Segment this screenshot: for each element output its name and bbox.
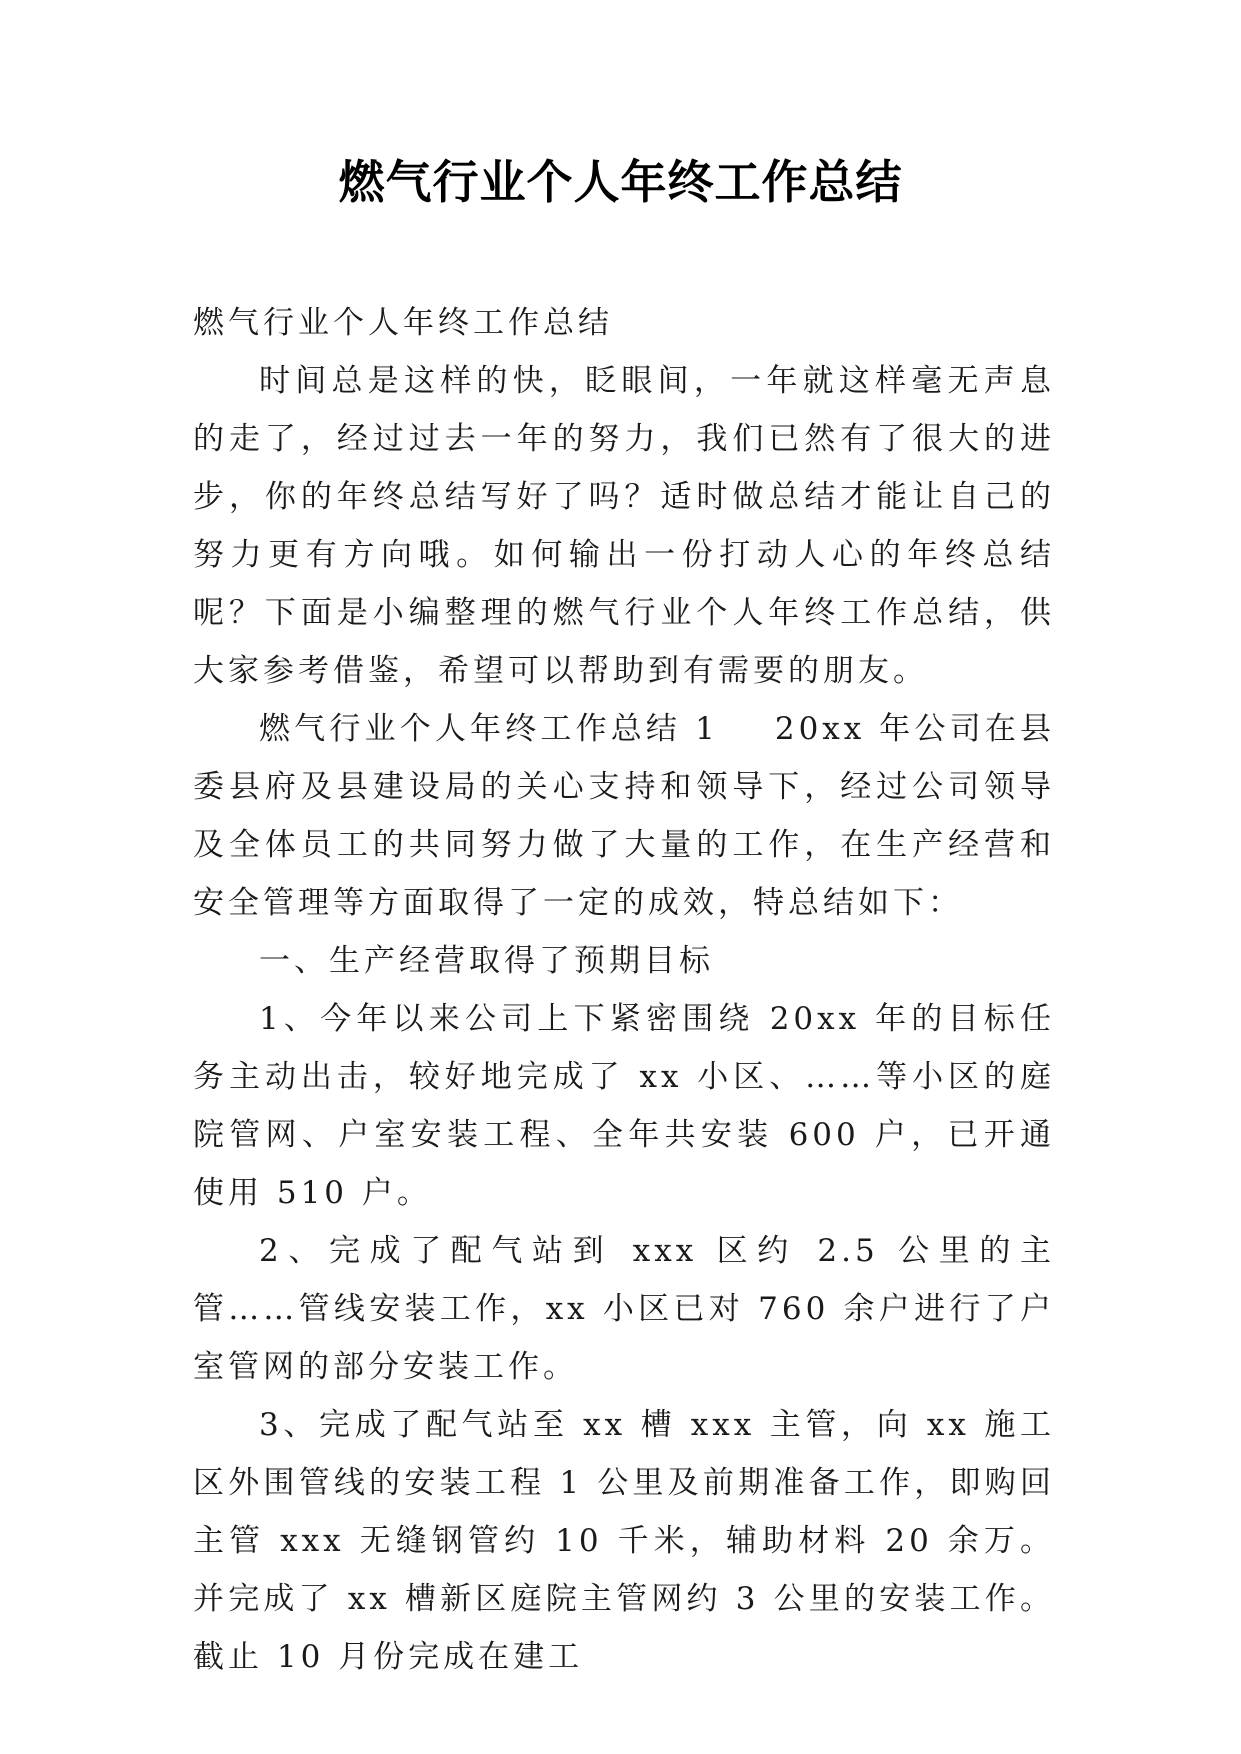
document-title: 燃气行业个人年终工作总结 (338, 155, 903, 209)
item-3-paragraph: 3、完成了配气站至 xx 槽 xxx 主管，向 xx 施工区外围管线的安装工程 1 公里及前期准备工作，即购回主管 xxx 无缝钢管约 10 千米，辅助材料 20 余万。并完成了 xx 槽新区庭院主管网约 3 公里的安装工作。截止 10 月份完成在建工 (193, 1407, 1055, 1675)
section-1-paragraph (193, 700, 1055, 932)
section-1-text: 20xx 年公司在县委县府及县建设局的关心支持和领导下，经过公司领导及全体员工的共同努力做了大量的工作，在生产经营和安全管理等方面取得了一定的成效，特总结如下： (193, 711, 1056, 921)
section-1-heading: 燃气行业个人年终工作总结 1 (259, 711, 719, 747)
part-1-heading: 一、生产经营取得了预期目标 (259, 943, 714, 979)
intro-paragraph: 时间总是这样的快，眨眼间，一年就这样毫无声息的走了，经过过去一年的努力，我们已然有了很大的进步，你的年终总结写好了吗？适时做总结才能让自己的努力更有方向哦。如何输出一份打动人心的年终总结呢？下面是小编整理的燃气行业个人年终工作总结，供大家参考借鉴，希望可以帮助到有需要的朋友。 (193, 363, 1055, 689)
item-2-paragraph: 2、完成了配气站到 xxx 区约 2.5 公里的主管……管线安装工作，xx 小区已对 760 余户进行了户室管网的部分安装工作。 (193, 1233, 1055, 1385)
document-body (193, 294, 1055, 1686)
item-1-paragraph: 1、今年以来公司上下紧密围绕 20xx 年的目标任务主动出击，较好地完成了 xx 小区、……等小区的庭院管网、户室安装工程、全年共安装 600 户，已开通使用 510 户。 (193, 1001, 1055, 1211)
subtitle-paragraph: 燃气行业个人年终工作总结 (193, 305, 613, 341)
